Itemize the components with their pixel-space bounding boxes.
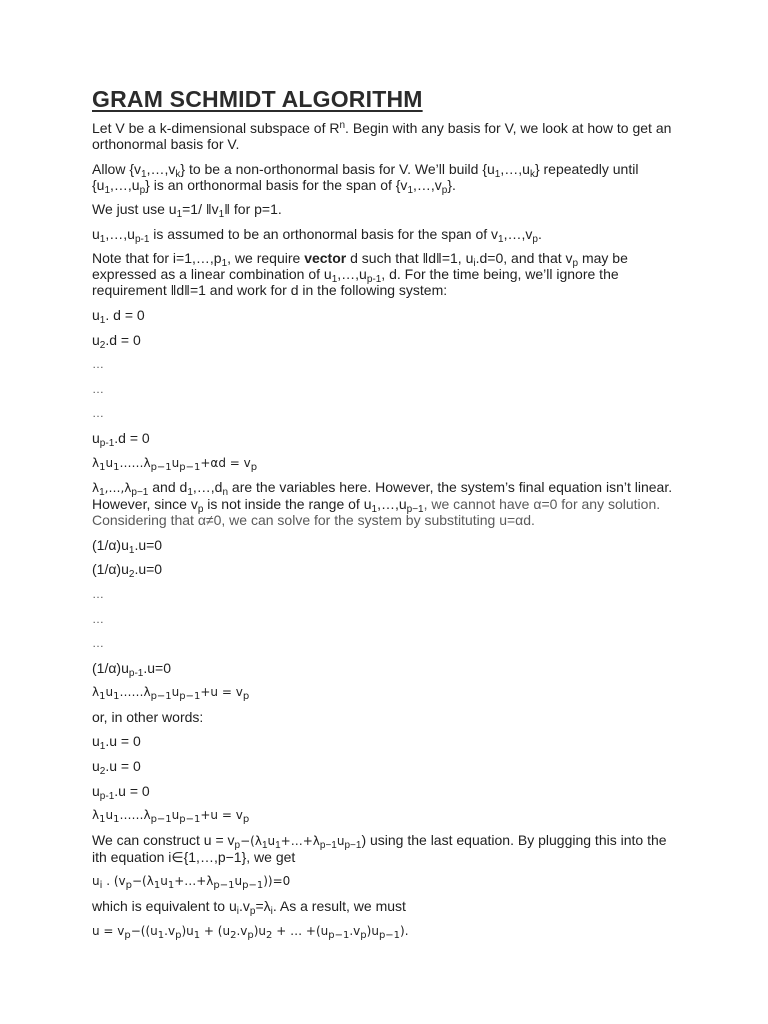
paragraph-intro: Let V be a k-dimensional subspace of $R^n$. Begin with any basis for V, we look at how to get an orthonormal basis for V.: [92, 120, 672, 152]
paragraph-allow: Allow $\{v_1,\dots,v_k\}$ to be a non-orthonormal basis for V. We’ll build $\{u_1,\dots,u_k\}$ repeatedly until $\{u_1,\dots,u_p\}$ is an orthonormal basis for the span of $\{v_1,\dots,v_p\}$.: [92, 160, 639, 196]
paragraph-equivalent: which is equivalent to $u_i.v_p=\lambda_i$. As a result, we must: [92, 898, 406, 918]
paragraph-other-words: or, in other words:: [92, 708, 204, 725]
equation-line: $(1/\alpha)u_1.u=0$: [92, 536, 163, 556]
equation-line: $u_{p-1}.u = 0$: [92, 782, 150, 802]
ellipsis-line: …: [92, 381, 104, 396]
ellipsis-line: …: [92, 357, 104, 372]
ellipsis-line: …: [92, 586, 104, 601]
paragraph-construct: We can construct $u = v_p-(\lambda_1u_1+\dots+\lambda_{p-1}u_{p-1})$ using the last equation. By plugging this into the ith equation i∈{1,…,p−1}, we get: [92, 831, 667, 865]
ellipsis-line: …: [92, 636, 104, 651]
equation-line: $u_i$ . $(v_p-(\lambda_1u_1+\dots+\lambda_{p-1}u_{p-1}))=0$: [92, 874, 291, 892]
equation-line: $u_1$. d = 0: [92, 306, 145, 326]
paragraph-note: Note that for $i=1,\dots,p_1$, we require vector d such that ‖d‖=1, $u_i.d=0$, and that $v_p$ may be expressed as a linear combination of $u_1,\dots,u_{p-1}$, d. For the time being, we’ll ignore the requirement ‖d‖=1 and work for d in the following system:: [92, 250, 628, 299]
page-title: GRAM SCHMIDT ALGORITHM: [92, 86, 423, 112]
equation-line: $\lambda_1u_1\dots\dots\lambda_{p-1}u_{p-1}+u = v_p$: [92, 808, 250, 826]
equation-line: $u_2.d = 0$: [92, 331, 141, 351]
document-body: [92, 120, 682, 947]
equation-line: $u = v_p-((u_1.v_p)u_1 + (u_2.v_p)u_2$ + … $+(u_{p-1}.v_p)u_{p-1}$).: [92, 923, 409, 941]
paragraph-p1: We just use $u_1=1/$ $‖v_1‖$ for p=1.: [92, 201, 282, 221]
equation-line: $\lambda_1u_1\dots\dots\lambda_{p-1}u_{p-1}+u = v_p$: [92, 685, 250, 703]
equation-line: $\lambda_1u_1\dots\dots\lambda_{p-1}u_{p-1}+\alpha d = v_p$: [92, 455, 258, 473]
equation-line: $u_2.u = 0$: [92, 758, 141, 778]
ellipsis-line: …: [92, 406, 104, 421]
equation-line: $u_1.u = 0$: [92, 733, 141, 753]
equation-line: $(1/\alpha)u_2.u=0$: [92, 561, 163, 581]
paragraph-assumption: $u_1,\dots,u_{p-1}$ is assumed to be an orthonormal basis for the span of $v_1,\dots,v_p$.: [92, 225, 542, 245]
equation-line: $(1/\alpha)u_{p-1}.u=0$: [92, 659, 171, 679]
ellipsis-line: …: [92, 611, 104, 626]
paragraph-variables: $\lambda_1,\dots,\lambda_{p-1}$ and $d_1,\dots,d_n$ are the variables here. However, the system’s final equation isn’t linear. However, since $v_p$ is not inside the range of $u_1,\dots,u_{p-1}$, we cannot have α=0 for any solution. Considering that α≠0, we can solve for the system by substituting u=αd.: [92, 479, 673, 529]
equation-line: $u_{p-1}.d = 0$: [92, 429, 150, 449]
